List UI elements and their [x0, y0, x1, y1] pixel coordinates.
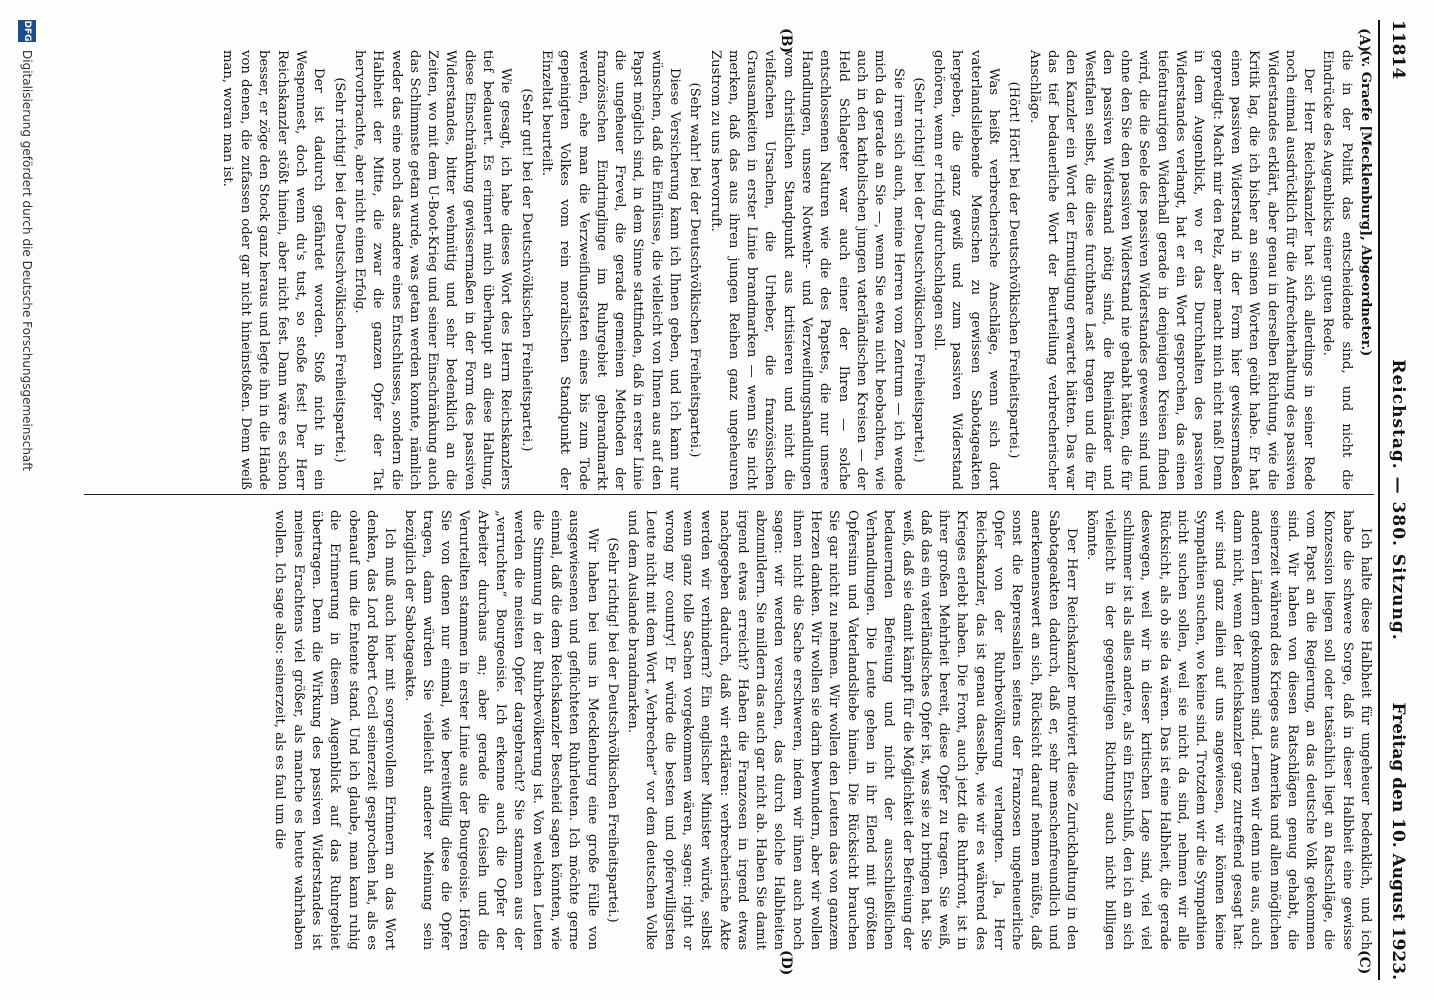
paragraph: die in der Politik das entscheidende sind, und nicht die Eindrücke des Augenblicks einer guten Rede.	[1320, 50, 1354, 490]
margin-mark-d: (D)	[778, 950, 794, 976]
interjection: (Sehr richtig! bei der Deutschvölkischen Freiheitspartei.)	[910, 77, 926, 463]
interjection: (Sehr richtig! bei der Deutschvölkischen Freiheitspartei.)	[331, 77, 347, 463]
speaker-line: (v. Graefe [Mecklenburg], Abgeordneter.)	[1358, 50, 1373, 357]
margin-mark-a: (A)	[1356, 28, 1372, 53]
page-header	[1380, 20, 1408, 980]
paragraph: Ich halte diese Halbheit für ungeheuer bedenklich, und ich habe die schwere Sorge, daß in dieser Halbheit eine gewisse Konzession liegen soll oder tatsächlich liegt an Ratschläge, die vom Papst an die Regierung, an das deutsche Volk gekommen sind. Wir haben von diesen Ratschlägen genug gehabt, die seinerzeit während des Krieges aus Amerika und allen möglichen anderen Ländern gekommen sind. Lernen wir denn nie aus, auch dann nicht, wenn der Reichskanzler ganz zutreffend gesagt hat: wir sind ganz allein auf uns angewiesen, wir können keine Sympathien suchen, wo keine sind. Trotzdem wir die Sympathien nicht suchen sollen, weil sie nicht da sind, nehmen wir alle Rücksicht, als ob sie da wären. Das ist eine Halbheit, die gerade deswegen, weil wir in dieser kritischen Lage sind, viel viel schlimmer ist als alles andere, als ein Entschluß, den ich an sich vielleicht in der gegenteiligen Richtung auch nicht billigen könnte.	[1083, 510, 1373, 950]
paragraph: Wie gesagt, ich habe dieses Wort des Herrn Reichskanzlers tief bedauert. Es erinnert mich überhaupt an diese Haltung, diese Einschränkung gewissermaßen in der Form des passiven Widerstandes, bitter wehmütig und sehr bedenklich an die Zeiten, wo mit dem U-Boot-Krieg und seiner Einschränkung auch das Schlimmste getan wurde, was getan werden konnte, nämlich weder das eine noch das andere eines Entschlusses, sondern die Halbheit der Mitte, die zwar die ganzen Opfer der Tat hervorbrachte, aber nicht einen Erfolg.	[351, 50, 514, 490]
paragraph: Wir haben bei uns in Mecklenburg eine große Fülle von ausgewiesenen und geflüchteten Ruhrleuten. Ich möchte gerne einmal, daß die dem Reichskanzler Bescheid sagen könnten, wie die Stimmung in der Ruhrbevölkerung ist. Von welchen Leuten werden die meisten Opfer dargebracht? Sie stammen aus der „verruchten“ Bourgeoisie. Ich erkenne auch die Opfer der Arbeiter durchaus an; aber gerade die Geiseln und die Verurteilten stammen in erster Linie aus der Bourgeoisie. Hören Sie von denen nur einmal, wie bereitwillig diese die Opfer tragen, dann würden Sie vielleicht anderer Meinung sein bezüglich der Sabotageakte.	[401, 510, 600, 950]
interjection: (Hört! Hört! bei der Deutschvölkischen Freiheitspartei.)	[1006, 81, 1022, 459]
paragraph: Sie irren sich auch, meine Herren vom Zentrum — ich wende mich da gerade an Sie —, wenn Sie etwa nicht beobachten, wie auch in den katholischen jungen vaterländischen Kreisen — der Held Schlageter war auch einer der Ihren — solche entschlossenen Naturen wie die des Papstes, die nur unsere Handlungen, unsere Notwehr- und Verzweiflungshandlungen vom christlichen Standpunkt aus kritisieren und nicht die vielfachen Ursachen, die Urheber, die französischen Grausamkeiten in erster Linie brandmarken — wenn Sie nicht merken, daß das aus ihren jungen Reihen ganz ungeheuren Zustrom zu uns hervorruft.	[707, 50, 906, 490]
paragraph: Ich muß auch hier mit sorgenvollem Erinnern an das Wort denken, das Lord Robert Cecil seinerzeit gesprochen hat, als es obenauf um die Entente stand. Und ich glaube, man kann ruhig die Erinnerung in diesem Augenblick auf das Ruhrgebiet übertragen. Denn die Wirkung des passiven Widerstandes ist meines Erachtens viel größer, als manche es heute wahrhaben wollen. Ich sage also: seinerzeit, als es faul um die	[272, 510, 398, 950]
paragraph: Der Herr Reichskanzler motiviert diese Zurückhaltung in den Sabotageakten dadurch, daß er, sehr menschenfreundlich und anerkennenswert an sich, Rücksicht darauf nehmen müßte, daß sonst die Repressalien seitens der Franzosen ungeheuerliche Opfer von der Ruhrbevölkerung verlangten. Ja, Herr Reichskanzler, das ist genau dasselbe, wie wir es während des Krieges erlebt haben. Die Front, auch jetzt die Ruhrfront, ist in ihrer großen Mehrheit bereit, diese Opfer zu tragen. Sie weiß, daß das ein vaterländisches Opfer ist, was sie zu bringen hat. Sie weiß, daß sie damit kämpft für die Möglichkeit der Befreiung der bedauernden Befreiung und nicht der ausschließlichen Verhandlungen. Die Leute gehen in ihr Elend mit größten Opfersinn und Vaterlandsliebe hinein. Die Rücksicht brauchen Sie gar nicht zu nehmen. Wir wollen den Leuten das von ganzem Herzen danken. Wir wollen sie darin bewundern, aber wir wollen ihnen nicht die Sache erschweren, indem wir ihnen auch noch sagen: wir werden versuchen, das durch solche Halbheiten abzumildern. Sie mildern das auch gar nicht ab. Haben Sie damit irgend etwas erreicht? Haben die Franzosen in irgend etwas nachgegeben dadurch, daß wir erklären: verbrecherische Akte werden wir verhindern? Ein englischer Minister würde, selbst wenn ganz tolle Sachen vorgekommen wären, sagen: right or wrong my country! Er würde die besten und opferwilligsten Leute nicht mit dem Wort „Verbrecher“ vor dem deutschen Volke und dem Auslande brandmarken.	[625, 510, 1080, 950]
digitization-footer	[10, 20, 40, 980]
column-divider	[84, 494, 1374, 495]
dfg-logo: DFG	[18, 20, 36, 42]
session-title: Reichstag. — 380. Sitzung.	[1388, 359, 1408, 641]
paragraph: Der ist dadurch gefährdet worden. Stoß nicht in ein Wespennest, doch wenn du's tust, so stoße fest! Der Herr Reichskanzler stößt hinein, aber nicht fest. Dann wäre es schon besser, er zöge den Stock ganz heraus und legte ihn in die Hände von denen, die zufassen oder gar nicht hineinstoßen. Denn weiß man, woran man ist.	[219, 50, 327, 490]
interjection: (Sehr gut! bei der Deutschvölkischen Freiheitspartei.)	[518, 88, 534, 452]
interjection: (Sehr richtig! bei der Deutschvölkischen Freiheitspartei.)	[604, 537, 620, 923]
session-date: Freitag den 10. August 1923.	[1388, 702, 1408, 980]
right-text-column	[74, 510, 1374, 950]
header-divider	[1378, 20, 1380, 980]
paragraph: Diese Versicherung kann ich Ihnen geben, und ich kann nur wünschen, daß die Einflüsse, die vielleicht von Ihnen aus auf den Papst möglich sind, in dem Sinne stattfinden, daß in erster Linie die ungeheuer Frevel, die gerade gemeinen Methoden der französischen Eindringlinge im Ruhrgebiet gebrandmarkt werden, ehe man die Verzweiflungstaten eines bis zum Tode gepeinigten Volkes vom rein moralischen Standpunkt der Einzeltat beurteilt.	[538, 50, 683, 490]
digitization-note: Digitalisierung gefördert durch die Deutsche Forschungsgemeinschaft	[20, 50, 34, 472]
margin-mark-c: (C)	[1356, 950, 1372, 975]
margin-mark-b: (B)	[778, 28, 794, 54]
page-number: 11814	[1388, 20, 1408, 80]
paragraph: Der Herr Reichskanzler hat sich allerdings in seiner Rede noch einmal ausdrücklich für die Aufrechterhaltung des passiven Widerstandes erklärt, aber genau in derselben Richtung, wie die Kritik lag, die ich bisher an seinen Worten geübt habe. Er hat einen passiven Widerstand in der Form hier gewissermaßen gepredigt: Macht mir den Pelz, aber macht mich nicht naß! Denn in dem Augenblick, wo er das Durchhalten des passiven Widerstandes verlangt, hat er ein Wort gesprochen, das einen tiefentraurigen Widerhall gerade in denjenigen Kreisen finden wird, die die Seele des passiven Widerstandes gewesen sind und ohne den Sie den passiven Widerstand nie gehabt hätten, die für den passiven Widerstand nötig sind, die Rheinländer und Westfalen selbst, die diese furchtbare Last tragen und die für den Kanzler ein Wort der Ermutigung erwartet hätten. Das war das tief bedauerliche Wort der Beurteilung verbrecherischer Anschläge.	[1026, 50, 1317, 490]
left-text-column	[74, 50, 1374, 490]
interjection: (Sehr wahr! bei der Deutschvölkischen Freiheitspartei.)	[687, 82, 703, 458]
paragraph: Was heißt verbrecherische Anschläge, wenn sich dort vaterlandsliebende Menschen zu gewissen Sabotageakten hergeben, die ganz gewiß und zum passiven Widerstand gehören, wenn er richtig durchschlagen soll.	[931, 50, 1002, 490]
